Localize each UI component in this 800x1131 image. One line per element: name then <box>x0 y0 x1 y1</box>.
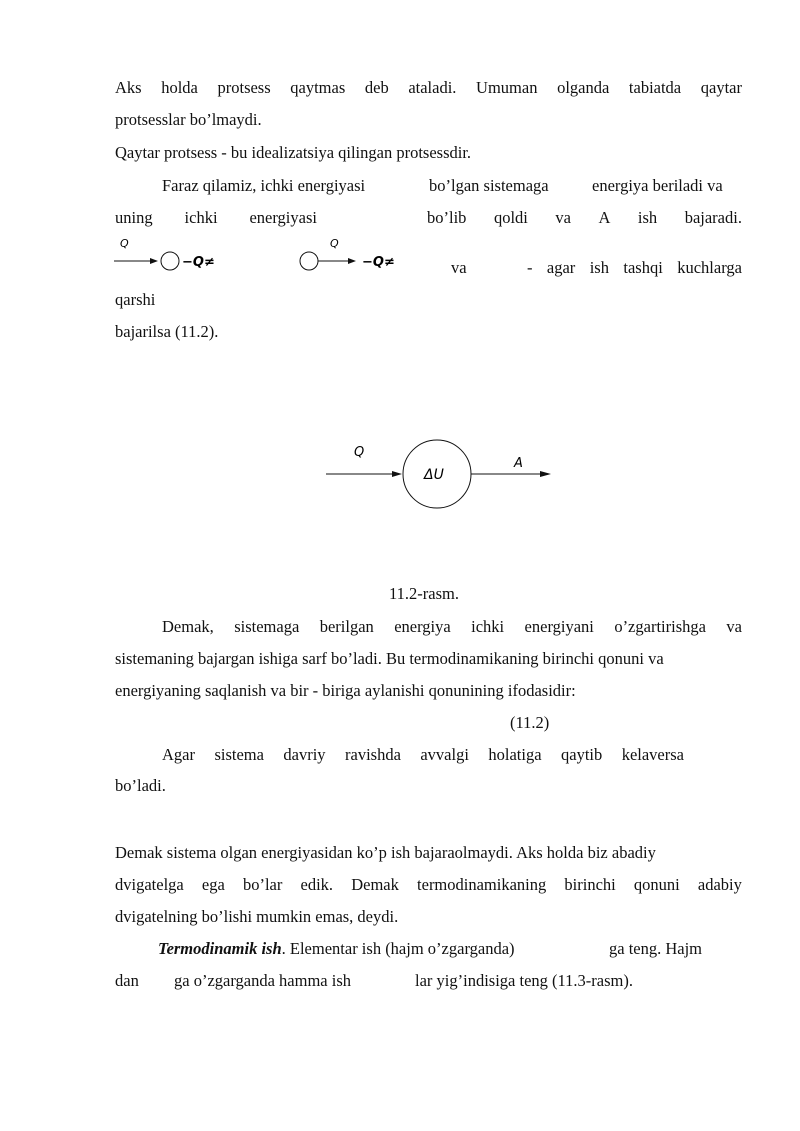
word: qaytmas <box>290 78 346 97</box>
internal-energy-label: ΔU <box>424 467 444 483</box>
paragraph-line: Demak sistema olgan energiyasidan ko’p ish bajaraolmaydi. Aks holda biz abadiy <box>115 843 656 862</box>
paragraph-line: sistemaning bajargan ishiga sarf bo’ladi. Bu termodinamikaning birinchi qonuni va <box>115 649 664 668</box>
word: energiyasi <box>249 208 317 227</box>
heat-label: Q <box>354 445 365 460</box>
work-label: A <box>514 456 523 471</box>
heat-label: Q <box>330 237 339 250</box>
heat-label: Q <box>120 237 129 250</box>
paragraph-fragment: energiya beriladi va <box>592 176 723 195</box>
word: kuchlarga <box>677 258 742 277</box>
paragraph-line: dvigatelning bo’lishi mumkin emas, deydi. <box>115 907 399 926</box>
paragraph-fragment: ga o’zgarganda hamma ish <box>174 971 352 990</box>
paragraph-line: bajarilsa (11.2). <box>115 322 219 341</box>
paragraph-line-start <box>158 939 515 959</box>
word: holda <box>161 78 198 97</box>
paragraph-line: qarshi <box>115 290 156 309</box>
word: ish <box>637 208 658 227</box>
paragraph-fragment: dan <box>115 971 139 990</box>
word: bo’lib <box>427 208 467 227</box>
word: bo’lar <box>242 875 283 894</box>
word: olganda <box>557 78 610 97</box>
word: ravishda <box>345 745 401 764</box>
paragraph-fragment: lar yig’indisiga teng (11.3-rasm). <box>415 971 633 990</box>
formula-text: −Q≠ <box>182 255 215 270</box>
arrowhead <box>348 258 356 264</box>
paragraph-line <box>115 875 742 895</box>
word: qaytar <box>700 78 742 97</box>
word: tashqi <box>623 258 663 277</box>
word: davriy <box>283 745 326 764</box>
paragraph-line <box>162 745 684 765</box>
word: ish <box>589 258 609 277</box>
system-circle <box>300 252 318 270</box>
word: Umuman <box>476 78 538 97</box>
word: va <box>726 617 742 636</box>
paragraph-line <box>527 258 742 278</box>
word: ichki <box>471 617 505 636</box>
word: ega <box>201 875 225 894</box>
formula-graphic-1 <box>112 236 232 272</box>
figure-11-2 <box>320 432 560 516</box>
word: o’zgartirishga <box>614 617 706 636</box>
word: energiyani <box>524 617 594 636</box>
paragraph-line: bo’ladi. <box>115 776 166 795</box>
word: sistema <box>214 745 264 764</box>
word: agar <box>546 258 576 277</box>
paragraph-fragment: ga teng. Hajm <box>609 939 703 958</box>
paragraph-line-start: Faraz qilamiz, ichki energiyasi <box>162 176 366 195</box>
paragraph-line <box>115 78 742 98</box>
paragraph-fragment: bo’lgan sistemaga <box>429 176 549 195</box>
term-heading: Termodinamik ish <box>158 939 282 958</box>
equation-number: (11.2) <box>510 713 550 732</box>
word: Demak, <box>162 617 214 636</box>
word: qonuni <box>633 875 680 894</box>
word: va <box>555 208 571 227</box>
word: sistemaga <box>234 617 300 636</box>
word: uning <box>115 208 153 227</box>
paragraph-line: protsesslar bo’lmaydi. <box>115 110 262 129</box>
word: ichki <box>184 208 218 227</box>
word: berilgan <box>319 617 374 636</box>
word: Demak <box>351 875 399 894</box>
word: holatiga <box>488 745 542 764</box>
word: Aks <box>115 78 142 97</box>
word: birinchi <box>564 875 616 894</box>
word: avvalgi <box>420 745 469 764</box>
word: termodinamikaning <box>417 875 547 894</box>
paragraph-line: Qaytar protsess - bu idealizatsiya qilingan protsessdir. <box>115 143 472 162</box>
word: kelaversa <box>621 745 684 764</box>
word: Agar <box>162 745 195 764</box>
word: bajaradi. <box>684 208 742 227</box>
formula-graphic-2 <box>298 236 418 272</box>
paragraph-line <box>115 208 317 228</box>
paragraph-fragment: va <box>451 258 467 277</box>
paragraph-line <box>162 617 742 637</box>
word: tabiatda <box>628 78 682 97</box>
paragraph-text: . Elementar ish (hajm o’zgarganda) <box>281 939 515 958</box>
word: A <box>598 208 611 227</box>
figure-caption: 11.2-rasm. <box>389 584 459 603</box>
word: dvigatelga <box>115 875 184 894</box>
word: deb <box>364 78 389 97</box>
arrowhead <box>150 258 158 264</box>
paragraph-line: energiyaning saqlanish va bir - biriga aylanishi qonunining ifodasidir: <box>115 681 576 700</box>
word: energiya <box>394 617 451 636</box>
formula-text: −Q≠ <box>362 255 395 270</box>
paragraph-line <box>427 208 742 228</box>
word: - <box>527 258 533 277</box>
word: edik. <box>300 875 334 894</box>
system-circle <box>161 252 179 270</box>
word: qaytib <box>561 745 603 764</box>
word: ataladi. <box>408 78 457 97</box>
word: adabiy <box>697 875 742 894</box>
input-arrowhead <box>392 471 402 477</box>
word: qoldi <box>493 208 528 227</box>
word: protsess <box>217 78 271 97</box>
output-arrowhead <box>540 471 551 477</box>
